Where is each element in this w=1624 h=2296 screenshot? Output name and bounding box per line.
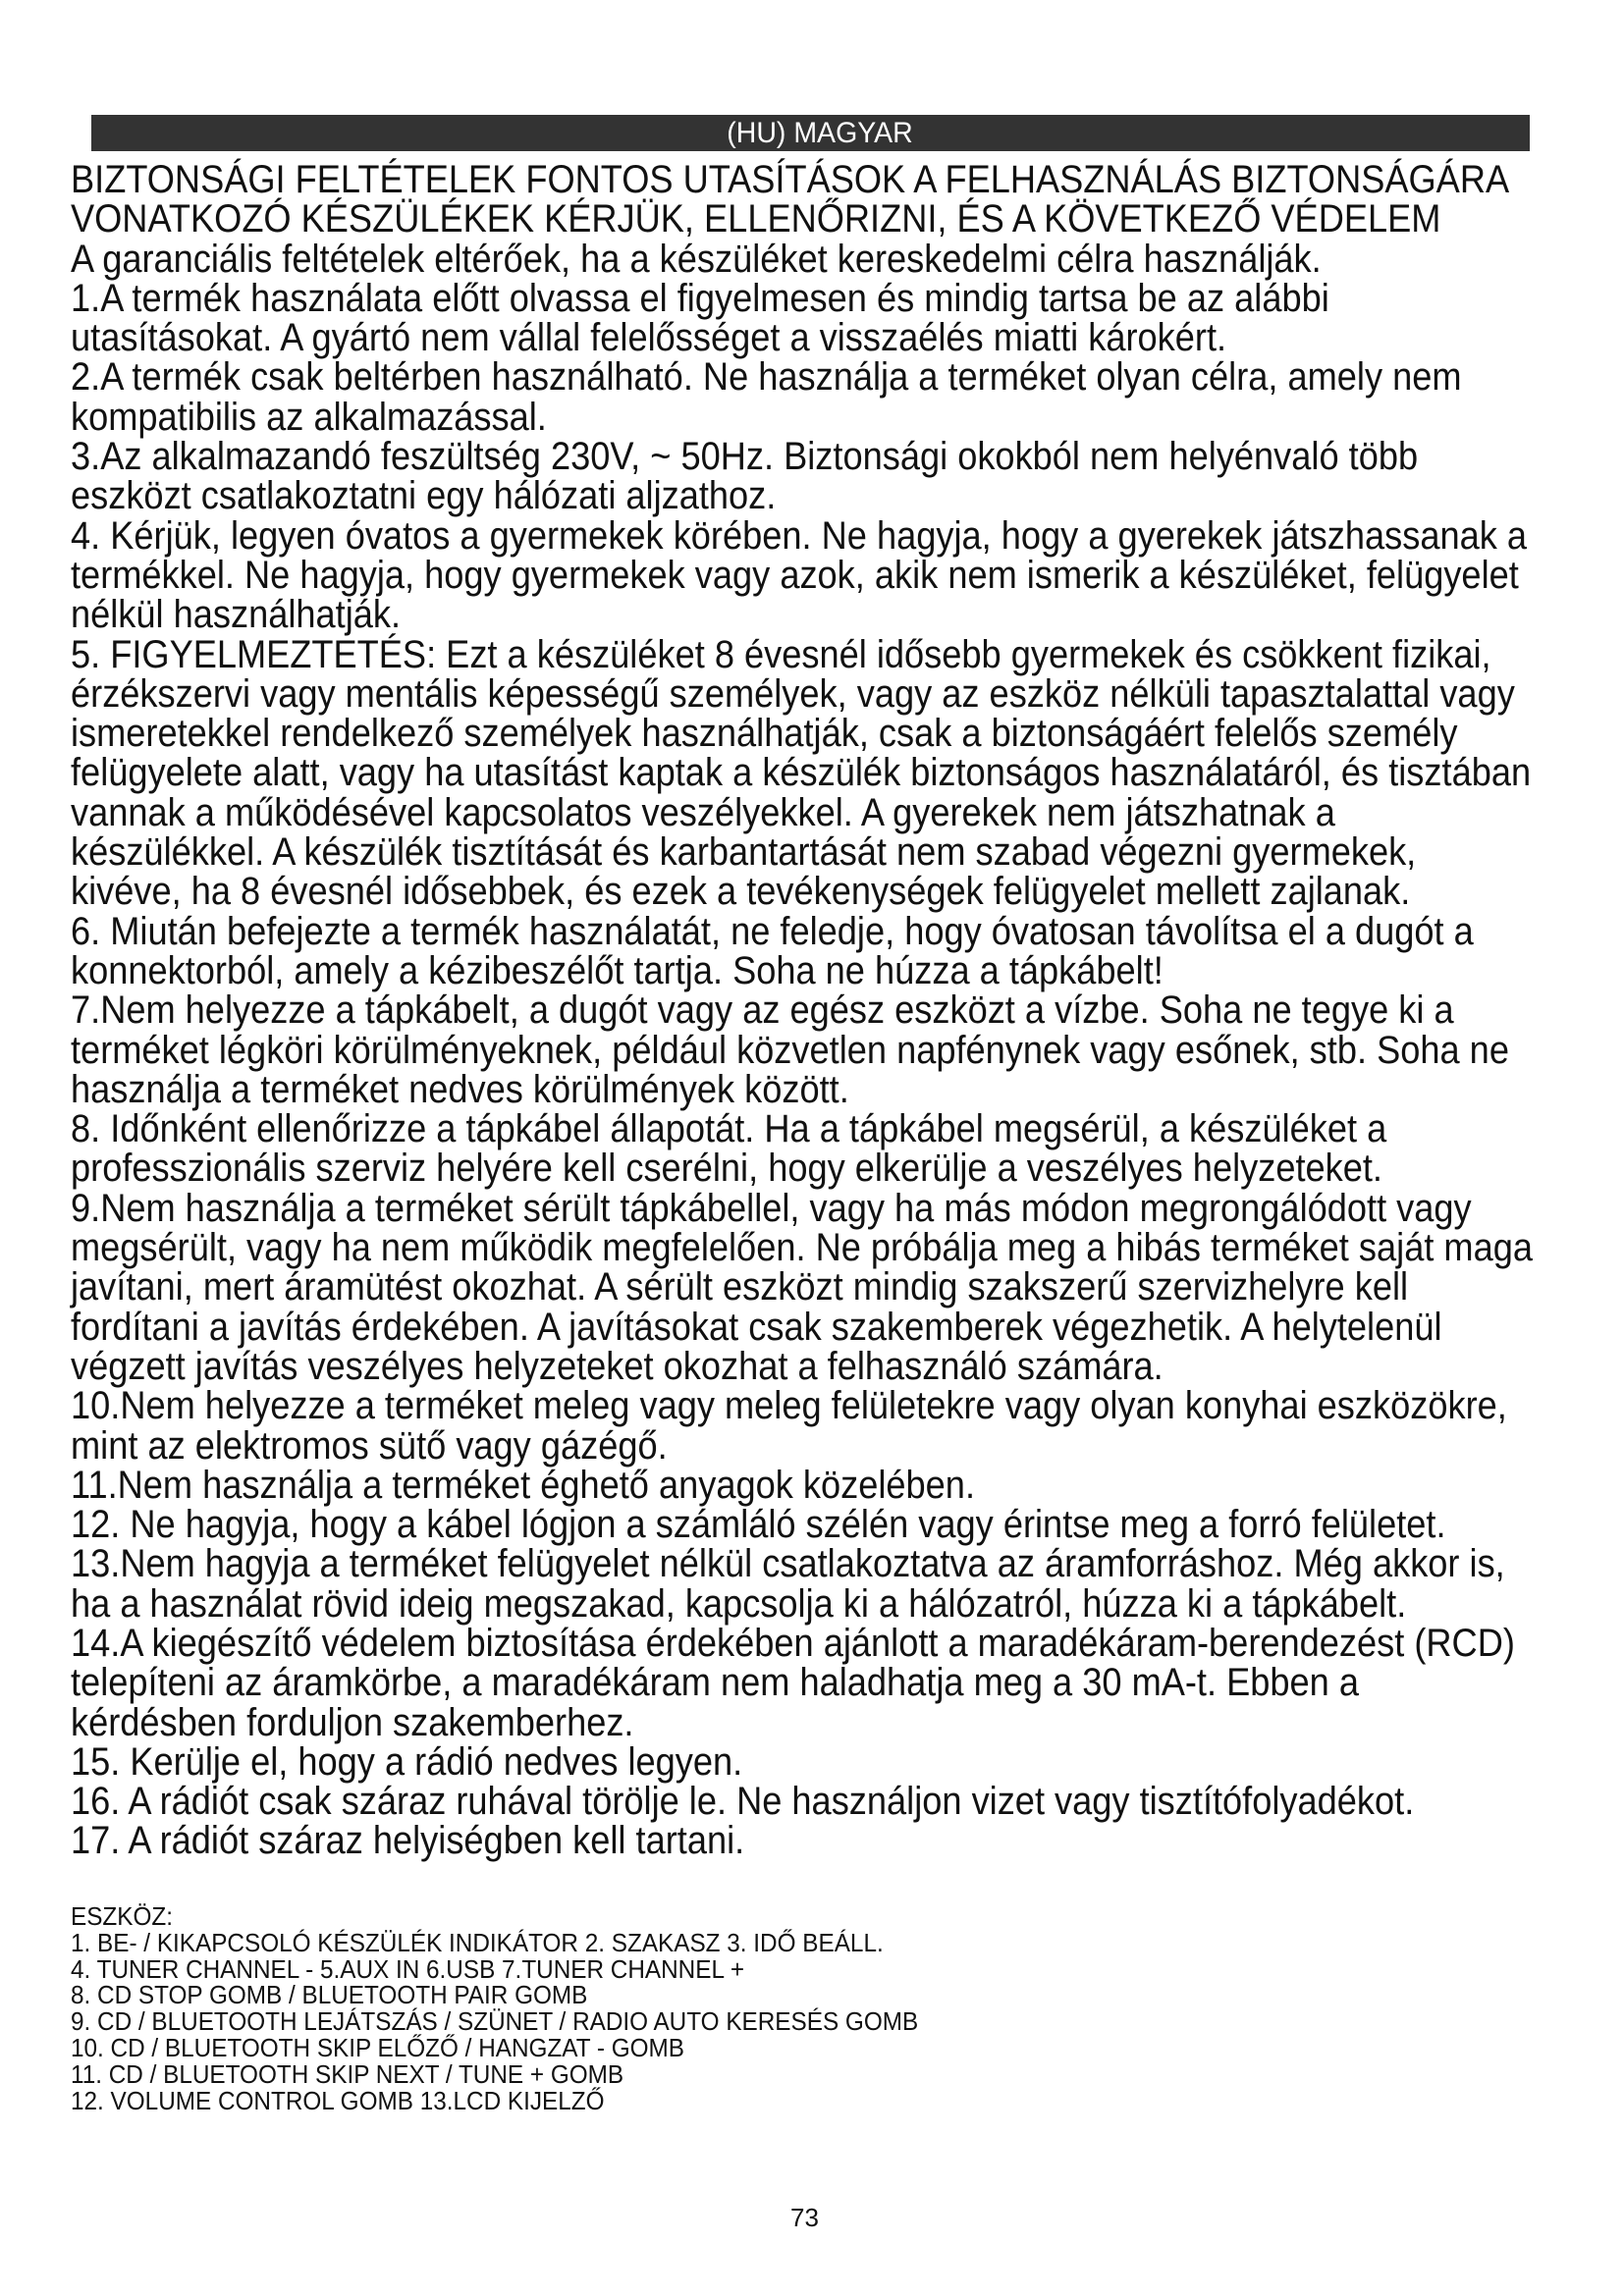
text-line: 16. A rádiót csak száraz ruhával törölje le. Ne használjon vizet vagy tisztítófolyadékot. [71,1780,1415,1824]
device-parts-list [71,1903,1543,2113]
safety-item-9 [71,1186,1553,1388]
safety-item-1 [71,276,1553,360]
safety-item-8 [71,1109,1553,1189]
text-line: 10.Nem helyezze a terméket meleg vagy meleg felületekre vagy olyan konyhai eszközökre, [71,1384,1507,1428]
device-list-line: 4. TUNER CHANNEL - 5.AUX IN 6.USB 7.TUNER CHANNEL + [71,1953,745,1984]
text-line: 5. FIGYELMEZTETÉS: Ezt a készüléket 8 évesnél idősebb gyermekek és csökkent fizikai, [71,632,1491,676]
device-list-line: 9. CD / BLUETOOTH LEJÁTSZÁS / SZÜNET / RADIO AUTO KERESÉS GOMB [71,2006,919,2037]
safety-item-12 [71,1503,1553,1547]
safety-heading [71,160,1553,240]
text-line: felügyelete alatt, vagy ha utasítást kaptak a készülék biztonságos használatáról, és tisztában [71,751,1532,795]
safety-item-13 [71,1544,1553,1624]
text-line: 3.Az alkalmazandó feszültség 230V, ~ 50Hz. Biztonsági okokból nem helyénvaló több [71,435,1419,479]
device-list-line: 11. CD / BLUETOOTH SKIP NEXT / TUNE + GOMB [71,2058,624,2089]
text-line: készülékkel. A készülék tisztítását és karbantartását nem szabad végezni gyermekek, [71,830,1417,875]
text-line: ismeretekkel rendelkező személyek használhatják, csak a biztonságáért felelős személy [71,712,1458,756]
text-line: érzékszervi vagy mentális képességű személyek, vagy az eszköz nélküli tapasztalattal vagy [71,671,1515,716]
text-line: konnektorból, amely a kézibeszélőt tartja. Soha ne húzza a tápkábelt! [71,948,1164,992]
text-line: 17. A rádiót száraz helyiségben kell tartani. [71,1819,745,1863]
text-line: 9.Nem használja a terméket sérült tápkábellel, vagy ha más módon megrongálódott vagy [71,1186,1472,1230]
safety-item-11 [71,1463,1553,1507]
device-list-line: 12. VOLUME CONTROL GOMB 13.LCD KIJELZŐ [71,2085,605,2115]
device-list-title: ESZKÖZ: [71,1901,174,1931]
safety-item-17 [71,1819,1553,1863]
text-line: 15. Kerülje el, hogy a rádió nedves legyen. [71,1739,743,1784]
language-header-bar [91,115,1530,151]
text-line: megsérült, vagy ha nem működik megfelelően. Ne próbálja meg a hibás terméket saját maga [71,1226,1533,1270]
text-line: javítani, mert áramütést okozhat. A sérült eszközt mindig szakszerű szervizhelyre kell [71,1265,1409,1309]
text-line: mint az elektromos sütő vagy gázégő. [71,1423,668,1468]
text-line: ha a használat rövid ideig megszakad, kapcsolja ki a hálózatról, húzza ki a tápkábelt. [71,1581,1407,1626]
text-line: 14.A kiegészítő védelem biztosítása érdekében ajánlott a maradékáram-berendezést (RCD) [71,1621,1515,1665]
text-line: nélkül használhatják. [71,593,402,637]
text-line: 12. Ne hagyja, hogy a kábel lógjon a számláló szélén vagy érintse meg a forró felületet. [71,1503,1446,1547]
text-line: vannak a működésével kapcsolatos veszélyekkel. A gyerekek nem játszhatnak a [71,790,1335,834]
safety-item-16 [71,1780,1553,1824]
safety-item-5 [71,632,1553,914]
text-line: 2.A termék csak beltérben használható. Ne használja a terméket olyan célra, amely nem [71,355,1462,400]
device-list-line: 1. BE- / KIKAPCSOLÓ KÉSZÜLÉK INDIKÁTOR 2. SZAKASZ 3. IDŐ BEÁLL. [71,1927,884,1957]
device-list-line: 8. CD STOP GOMB / BLUETOOTH PAIR GOMB [71,1980,588,2010]
page-number: 73 [790,2203,819,2232]
text-line: telepíteni az áramkörbe, a maradékáram nem haladhatja meg a 30 mA-t. Ebben a [71,1661,1359,1705]
text-line: 1.A termék használata előtt olvassa el figyelmesen és mindig tartsa be az alábbi [71,276,1329,320]
text-line: 7.Nem helyezze a tápkábelt, a dugót vagy az egész eszközt a vízbe. Soha ne tegye ki a [71,988,1454,1033]
text-line: végzett javítás veszélyes helyzeteket okozhat a felhasználó számára. [71,1344,1164,1388]
text-line: kompatibilis az alkalmazással. [71,395,547,439]
text-line: 11.Nem használja a terméket éghető anyagok közelében. [71,1463,976,1507]
text-line: termékkel. Ne hagyja, hogy gyermekek vagy azok, akik nem ismerik a készüléket, felügyelet [71,553,1519,597]
text-line: 4. Kérjük, legyen óvatos a gyermekek körében. Ne hagyja, hogy a gyerekek játszhassanak a [71,513,1528,558]
safety-item-14 [71,1621,1553,1744]
text-line: kérdésben forduljon szakemberhez. [71,1700,634,1744]
text-line: 8. Időnként ellenőrizze a tápkábel állapotát. Ha a tápkábel megsérül, a készüléket a [71,1107,1387,1151]
text-line: professzionális szerviz helyére kell cserélni, hogy elkerülje a veszélyes helyzeteket. [71,1147,1382,1191]
text-line: 6. Miután befejezte a termék használatát, ne feledje, hogy óvatosan távolítsa el a dugót a [71,909,1474,953]
text-line: fordítani a javítás érdekében. A javításokat csak szakemberek végezhetik. A helytelenül [71,1305,1442,1349]
language-header-title: (HU) MAGYAR [727,117,913,149]
warranty-note [71,237,1553,281]
safety-item-3 [71,437,1553,516]
safety-item-2 [71,357,1553,437]
text-line: A garanciális feltételek eltérőek, ha a készüléket kereskedelmi célra használják. [71,237,1322,281]
heading-line: VONATKOZÓ KÉSZÜLÉKEK KÉRJÜK, ELLENŐRIZNI, ÉS A KÖVETKEZŐ VÉDELEM [71,197,1441,241]
safety-item-7 [71,990,1553,1109]
heading-line: BIZTONSÁGI FELTÉTELEK FONTOS UTASÍTÁSOK A FELHASZNÁLÁS BIZTONSÁGÁRA [71,158,1510,201]
text-line: utasításokat. A gyártó nem vállal felelősséget a visszaélés miatti károkért. [71,316,1227,360]
safety-item-10 [71,1386,1553,1466]
device-list-line: 10. CD / BLUETOOTH SKIP ELŐZŐ / HANGZAT - GOMB [71,2032,684,2062]
safety-item-4 [71,513,1553,637]
text-line: terméket légköri körülményeknek, például közvetlen napfénynek vagy esőnek, stb. Soha ne [71,1028,1509,1072]
text-line: kivéve, ha 8 évesnél idősebbek, és ezek a tevékenységek felügyelet mellett zajlanak. [71,870,1411,914]
safety-instructions [71,160,1553,1861]
text-line: eszközt csatlakoztatni egy hálózati aljzathoz. [71,474,777,518]
text-line: 13.Nem hagyja a terméket felügyelet nélkül csatlakoztatva az áramforráshoz. Még akkor is, [71,1542,1505,1586]
text-line: használja a terméket nedves körülmények között. [71,1067,849,1111]
safety-item-15 [71,1739,1553,1784]
safety-item-6 [71,909,1553,992]
